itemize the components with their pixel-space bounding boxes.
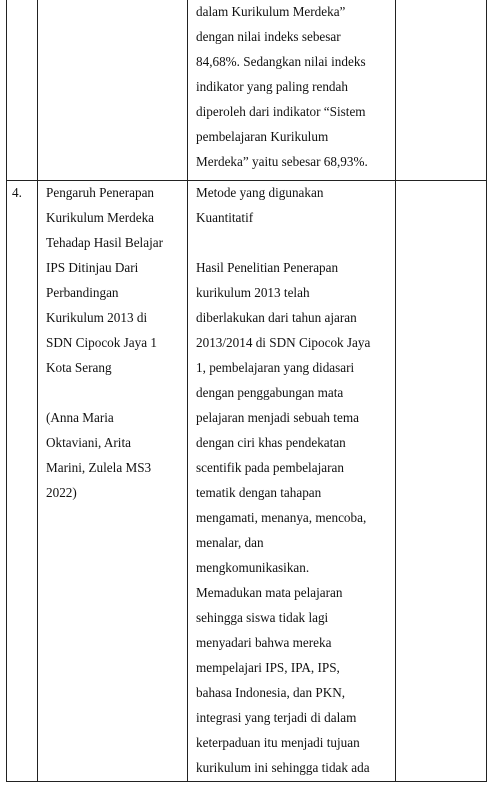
table-border-col3	[395, 0, 396, 782]
author-line: 2022)	[46, 485, 77, 500]
title-line: Kota Serang	[46, 360, 112, 375]
result-line: bahasa Indonesia, dan PKN,	[196, 685, 346, 700]
title-line: Pengaruh Penerapan	[46, 185, 155, 200]
result-line: mengamati, menanya, mencoba,	[196, 510, 367, 525]
result-line: Hasil Penelitian Penerapan	[196, 260, 339, 275]
method-line: Metode yang digunakan	[196, 185, 324, 200]
text-line: dalam Kurikulum Merdeka”	[196, 4, 346, 19]
table-border-bottom	[6, 781, 487, 782]
result-line: menalar, dan	[196, 535, 264, 550]
result-line: pelajaran menjadi sebuah tema	[196, 410, 359, 425]
text-line: 84,68%. Sedangkan nilai indeks	[196, 54, 366, 69]
row-divider	[6, 180, 487, 181]
result-line: dengan ciri khas pendekatan	[196, 435, 346, 450]
author-line: Marini, Zulela MS3	[46, 460, 152, 475]
title-line: Kurikulum 2013 di	[46, 310, 148, 325]
result-line: kurikulum ini sehingga tidak ada	[196, 760, 370, 775]
table-border-right	[486, 0, 487, 782]
result-line: menyadari bahwa mereka	[196, 635, 332, 650]
result-line: sehingga siswa tidak lagi	[196, 610, 329, 625]
text-line: indikator yang paling rendah	[196, 79, 348, 94]
text-line: pembelajaran Kurikulum	[196, 129, 329, 144]
author-line: Oktaviani, Arita	[46, 435, 131, 450]
title-line: Perbandingan	[46, 285, 119, 300]
title-line: Tehadap Hasil Belajar	[46, 235, 163, 250]
result-line: kurikulum 2013 telah	[196, 285, 310, 300]
result-line: scentifik pada pembelajaran	[196, 460, 344, 475]
row-number: 4.	[12, 185, 22, 200]
result-line: dengan penggabungan mata	[196, 385, 344, 400]
result-line: 2013/2014 di SDN Cipocok Jaya	[196, 335, 371, 350]
result-line: 1, pembelajaran yang didasari	[196, 360, 355, 375]
result-line: mengkomunikasikan.	[196, 560, 310, 575]
method-line: Kuantitatif	[196, 210, 254, 225]
result-line: diberlakukan dari tahun ajaran	[196, 310, 357, 325]
table-border-col1	[37, 0, 38, 782]
table-border-col2	[187, 0, 188, 782]
result-line: keterpaduan itu menjadi tujuan	[196, 735, 360, 750]
result-line: tematik dengan tahapan	[196, 485, 322, 500]
text-line: Merdeka” yaitu sebesar 68,93%.	[196, 154, 368, 169]
result-line: integrasi yang terjadi di dalam	[196, 710, 357, 725]
title-line: Kurikulum Merdeka	[46, 210, 155, 225]
title-line: IPS Ditinjau Dari	[46, 260, 139, 275]
result-line: mempelajari IPS, IPA, IPS,	[196, 660, 340, 675]
text-line: diperoleh dari indikator “Sistem	[196, 104, 366, 119]
table-border-left	[6, 0, 7, 782]
author-line: (Anna Maria	[46, 410, 114, 425]
text-line: dengan nilai indeks sebesar	[196, 29, 341, 44]
result-line: Memadukan mata pelajaran	[196, 585, 343, 600]
title-line: SDN Cipocok Jaya 1	[46, 335, 157, 350]
